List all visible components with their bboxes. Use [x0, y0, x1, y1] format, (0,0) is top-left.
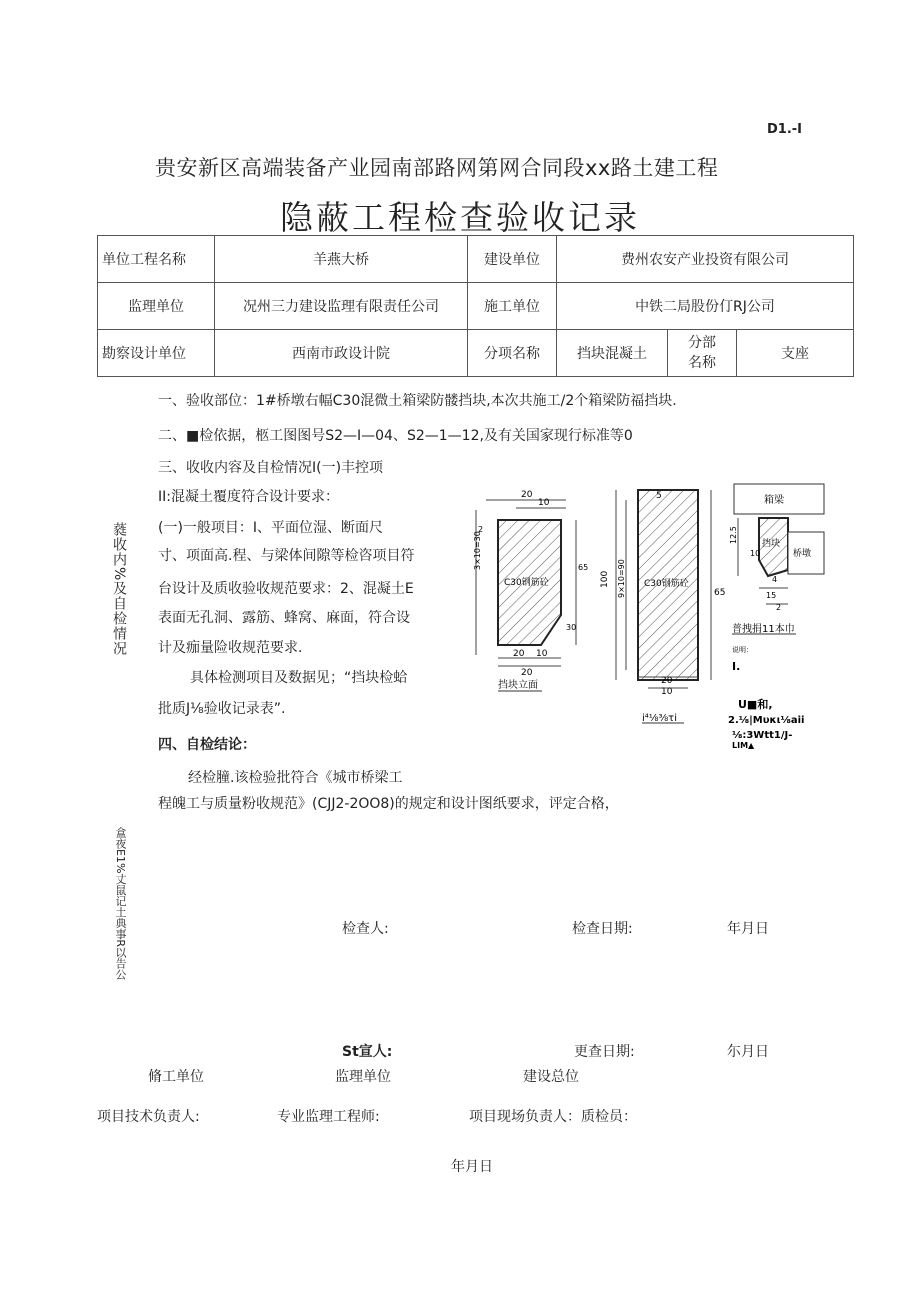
self-check-heading: 四、自检结论： [158, 737, 256, 753]
info-row [98, 283, 854, 330]
supervision-unit: 监理单位 [335, 1069, 391, 1085]
general-item-line: 寸、项面高.程、与梁体间隙等检咨项目符 [158, 548, 415, 564]
general-item-line: 台设计及质收验收规范要求：2、混凝土E [158, 581, 414, 597]
owner-unit: 建设总位 [523, 1069, 579, 1085]
construction-unit: 脩工单位 [148, 1069, 204, 1085]
detail-ref-line: 批质J⅛验收记录表”. [158, 701, 286, 717]
note-item: ⅛:3Wtt1/J- [732, 730, 793, 741]
supervisor-label: 监理单位 [98, 283, 215, 330]
fig3-dim: 4 [772, 575, 778, 584]
section-figure [728, 484, 824, 750]
tech-lead-label: 项目技术负责人: [97, 1109, 200, 1125]
note-item: LIM▲ [732, 741, 755, 750]
fig1-dim: 10 [538, 498, 550, 508]
fig3-dim: 2 [776, 603, 782, 612]
document-code: D1.-I [767, 122, 803, 137]
fig1-dim: 20 [521, 668, 533, 678]
info-table [97, 235, 854, 377]
note-item: U■和, [738, 698, 773, 711]
fig2-dim: 65 [714, 588, 726, 598]
fig3-dim: 10 [750, 549, 761, 558]
checker-label: 检查人: [342, 921, 389, 937]
main-item: II:混凝土覆度符合设计要求： [158, 489, 339, 505]
fig1-dim: 10 [536, 649, 548, 659]
elevation-figure [473, 490, 588, 691]
general-item-line: (一)一般项目：I、平面位湿、断面尺 [158, 520, 384, 536]
contractor-value: 中铁二局股份仃RJ公司 [557, 283, 854, 330]
designer-value: 西南市政设计院 [215, 330, 468, 377]
fig3-pier: 桥墩 [793, 549, 812, 559]
note-label: 说明： [732, 646, 753, 654]
general-item-line: 表面无孔洞、露筋、蜂窝、麻面，符合设 [158, 610, 410, 626]
figures-group [466, 470, 826, 750]
fig1-dim: 20 [513, 649, 525, 659]
owner-value: 费州农安产业投资有限公司 [557, 236, 854, 283]
info-row [98, 236, 854, 283]
conclusion-line: 经检膧.该检验批符合《城市桥梁工 [188, 770, 403, 786]
supervising-engineer-label: 专业监理工程师: [277, 1109, 380, 1125]
fig1-label: C30钢筋砼 [504, 578, 549, 588]
fig2-dim: 9×10=90 [617, 559, 626, 598]
side-figure [600, 490, 725, 724]
division-label: 分部 名称 [668, 330, 737, 377]
fig3-girder: 箱梁 [764, 495, 784, 506]
fig3-caption: 普拽捐11本巾 [732, 624, 795, 635]
check-date-ymd: 年月日 [727, 921, 769, 937]
info-row [98, 330, 854, 377]
final-date-ymd: 年月日 [451, 1159, 493, 1175]
owner-label: 建设单位 [468, 236, 557, 283]
fig3-dim: 12.5 [729, 526, 738, 544]
project-title: 贵安新区高端装备产业园南部路网第网合同段xx路土建工程 [155, 156, 719, 180]
note-item: I. [732, 660, 741, 673]
fig3-block: 挡块 [762, 539, 781, 549]
fig2-label: C30钢筋砼 [644, 579, 689, 589]
side-label-content: 蕤收内%及自检情况 [111, 522, 127, 657]
fig2-dim: 100 [600, 570, 610, 588]
reviewer-label: St宣人: [342, 1044, 393, 1060]
review-date-label: 更查日期: [574, 1044, 635, 1060]
fig1-dim: 30 [566, 623, 577, 632]
check-date-label: 检查日期: [572, 921, 633, 937]
acceptance-location: 一、验收部位：1#桥墩右幅C30混微土箱梁防髅挡块,本次共施工/2个箱梁防福挡块. [158, 393, 677, 409]
supervisor-value: 况州三力建设监理有限责任公司 [215, 283, 468, 330]
division-value: 支座 [737, 330, 854, 377]
fig2-dim: 10 [661, 687, 673, 697]
review-date-ymd: 尓月日 [727, 1044, 769, 1060]
fig1-dim: 65 [578, 563, 589, 572]
conclusion-line: 程魄工与质量粉收规范》(CJJ2-2OO8)的规定和设计图纸要求，评定合格， [158, 796, 619, 812]
fig2-dim: 20 [661, 676, 673, 686]
subitem-label: 分项名称 [468, 330, 557, 377]
general-item-line: 计及痂量险收规范要求. [158, 640, 303, 656]
unit-project-label: 单位工程名称 [98, 236, 215, 283]
fig2-caption: i⁴⅛⅜τi [642, 713, 677, 724]
unit-project-value: 羊燕大桥 [215, 236, 468, 283]
fig1-dim: 2 [478, 525, 484, 534]
inspection-basis: 二、■检依据，柩工图图号S2—I—04、S2—1—12,及有关国家现行标准等0 [158, 428, 633, 444]
site-lead-label: 项目现场负责人：质检员： [469, 1109, 637, 1125]
fig1-dim: 20 [521, 490, 533, 500]
fig1-dim: 3×10=30 [473, 531, 482, 570]
fig1-caption: 挡块立面 [498, 680, 538, 691]
fig3-dim: 15 [766, 591, 777, 600]
content-heading: 三、收收内容及自检情况I(一)丰控项 [158, 460, 384, 476]
note-item: 2.⅛|Mυκι⅛aii [728, 715, 805, 726]
designer-label: 勘察设计单位 [98, 330, 215, 377]
detail-ref-line: 具体检测项目及数据见；“挡块检蛤 [190, 670, 408, 686]
contractor-label: 施工单位 [468, 283, 557, 330]
side-label-opinion: 盒夜E1%丈鼠记土典事R以告公 [114, 827, 127, 981]
subitem-value: 挡块混凝土 [557, 330, 668, 377]
document-title: 隐蔽工程检查验收记录 [280, 198, 640, 237]
